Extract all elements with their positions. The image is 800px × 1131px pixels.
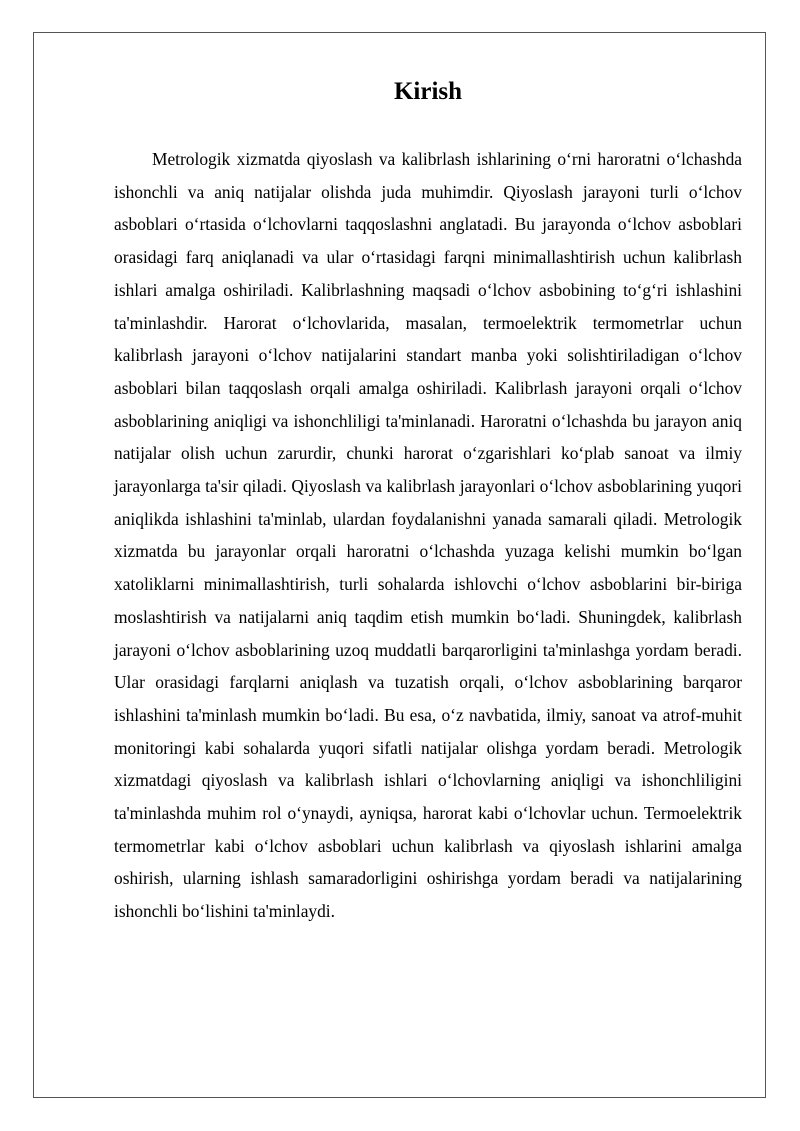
body-paragraph: Metrologik xizmatda qiyoslash va kalibrlash ishlarining o‘rni haroratni o‘lchashda ishonchli va aniq natijalar olishda juda muhimdir. Qiyoslash jarayoni turli o‘lchov asboblari o‘rtasida o‘lchovlarni taqqoslashni anglatadi. Bu jarayonda o‘lchov asboblari orasidagi farq aniqlanadi va ular o‘rtasidagi farqni minimallashtirish uchun kalibrlash ishlari amalga oshiriladi. Kalibrlashning maqsadi o‘lchov asbobining to‘g‘ri ishlashini ta'minlashdir. Harorat o‘lchovlarida, masalan, termoelektrik termometrlar uchun kalibrlash jarayoni o‘lchov natijalarini standart manba yoki solishtiriladigan o‘lchov asboblari bilan taqqoslash orqali amalga oshiriladi. Kalibrlash jarayoni orqali o‘lchov asboblarining aniqligi va ishonchliligi ta'minlanadi. Haroratni o‘lchashda bu jarayon aniq natijalar olish uchun zarurdir, chunki harorat o‘zgarishlari ko‘plab sanoat va ilmiy jarayonlarga ta'sir qiladi. Qiyoslash va kalibrlash jarayonlari o‘lchov asboblarining yuqori aniqlikda ishlashini ta'minlab, ulardan foydalanishni yanada samarali qiladi. Metrologik xizmatda bu jarayonlar orqali haroratni o‘lchashda yuzaga kelishi mumkin bo‘lgan xatoliklarni minimallashtirish, turli sohalarda ishlovchi o‘lchov asboblarini bir-biriga moslashtirish va natijalarni aniq taqdim etish mumkin bo‘ladi. Shuningdek, kalibrlash jarayoni o‘lchov asboblarining uzoq muddatli barqarorligini ta'minlashga yordam beradi. Ular orasidagi farqlarni aniqlash va tuzatish orqali, o‘lchov asboblarining barqaror ishlashini ta'minlash mumkin bo‘ladi. Bu esa, o‘z navbatida, ilmiy, sanoat va atrof-muhit monitoringi kabi sohalarda yuqori sifatli natijalar olishga yordam beradi. Metrologik xizmatdagi qiyoslash va kalibrlash ishlari o‘lchovlarning aniqligi va ishonchliligini ta'minlashda muhim rol o‘ynaydi, ayniqsa, harorat kabi o‘lchovlar uchun. Termoelektrik termometrlar kabi o‘lchov asboblari uchun kalibrlash va qiyoslash ishlarini amalga oshirish, ularning ishlash samaradorligini oshirishga yordam beradi va natijalarining ishonchli bo‘lishini ta'minlaydi. <box>114 149 742 922</box>
page-title: Kirish <box>393 78 463 105</box>
